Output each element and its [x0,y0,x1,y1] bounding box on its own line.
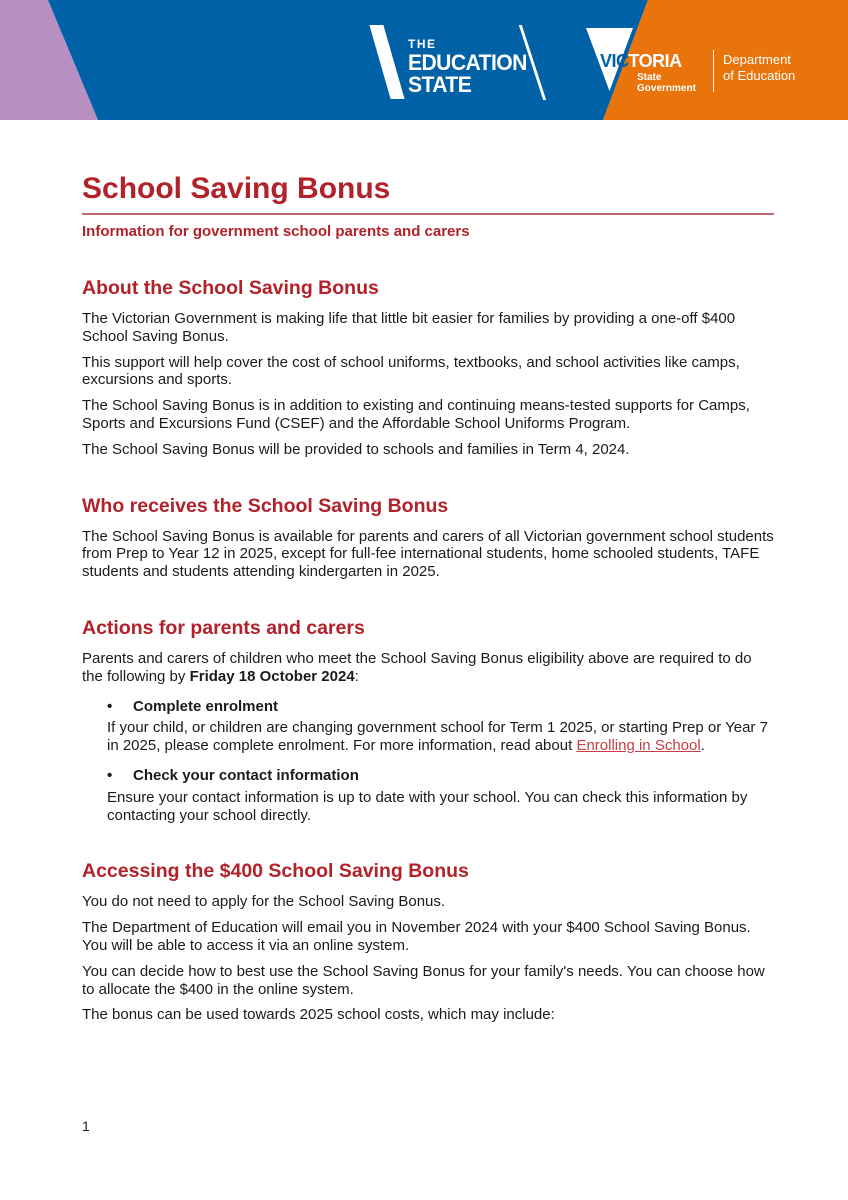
actions-deadline-date: Friday 18 October 2024 [189,667,355,685]
about-paragraph-4: The School Saving Bonus will be provided to schools and families in Term 4, 2024. [82,440,630,458]
logo-word-the: THE [408,37,437,51]
document-content [82,160,774,1032]
enrolment-text: If your child, or children are changing government school for Term 1 2025, or starting Prep or Year 7 in 2025, please complete enrolment. For more information, read about [107,719,768,755]
bullet-complete-enrolment-label: Complete enrolment [133,697,279,715]
enrolling-in-school-link[interactable]: Enrolling in School [576,737,701,755]
department-of-education-label [723,52,795,84]
about-paragraph-1: The Victorian Government is making life that little bit easier for families by providing a one-off $400 School Saving Bonus. [82,310,736,345]
section-heading-accessing: Accessing the $400 School Saving Bonus [82,860,469,883]
title-rule [82,213,774,215]
victoria-wordmark [600,52,682,70]
education-state-logo [378,24,563,104]
accessing-paragraph-1: You do not need to apply for the School Saving Bonus. [82,893,446,911]
page-title: School Saving Bonus [82,172,391,205]
education-state-logo-text [408,38,532,96]
about-paragraph-2: This support will help cover the cost of school uniforms, textbooks, and school activities like camps, excursions and sports. [82,353,740,389]
government-label: Government [637,83,696,94]
header-banner [0,0,848,120]
section-heading-who-receives: Who receives the School Saving Bonus [82,494,449,517]
accessing-paragraph-2: The Department of Education will email you in November 2024 with your $400 School Saving Bonus. You will be able to access it via an online system. [82,919,751,954]
section-heading-about: About the School Saving Bonus [82,277,379,299]
actions-intro-text: Parents and carers of children who meet the School Saving Bonus eligibility above are required to do the following by [82,649,752,685]
check-contact-paragraph: Ensure your contact information is up to date with your school. You can check this information by contacting your school directly. [107,788,748,824]
actions-intro-colon: : [354,667,359,685]
state-government-label [637,72,696,94]
logo-word-state: STATE [408,72,472,97]
bullet-check-contact-label: Check your contact information [133,766,359,784]
bullet-icon: • [107,697,113,715]
enrolment-text-end: . [700,737,705,755]
logo-word-education: EDUCATION [408,50,527,75]
logo-divider [713,50,714,92]
bullet-complete-enrolment [82,698,774,716]
about-paragraph-3: The School Saving Bonus is in addition to existing and continuing means-tested supports for Camps, Sports and Excursions Fund (CSEF) and the Affordable School Uniforms Program. [82,397,750,432]
department-line1: Department [723,52,791,67]
who-paragraph-1: The School Saving Bonus is available for parents and carers of all Victorian government school students from Prep to Year 12 in 2025, except for full-fee international students, home schooled students, TAFE students and students attending kindergarten in 2025. [82,527,774,581]
page-subtitle: Information for government school parents and carers [82,223,470,240]
victoria-wordmark-on-triangle: VIC [600,51,629,71]
actions-intro-paragraph [82,650,774,686]
victoria-wordmark-rest: TORIA [628,51,682,71]
section-heading-actions: Actions for parents and carers [82,616,365,639]
bullet-icon: • [107,766,113,784]
bullet-check-contact [82,767,774,785]
state-label: State [637,72,662,83]
department-line2: of Education [723,68,796,83]
accessing-paragraph-3: You can decide how to best use the School Saving Bonus for your family's needs. You can choose how to allocate the $400 in the online system. [82,962,765,998]
complete-enrolment-paragraph [107,719,774,755]
page-number: 1 [82,1118,90,1134]
accessing-paragraph-4: The bonus can be used towards 2025 school costs, which may include: [82,1006,555,1024]
victoria-government-logo [586,28,846,98]
